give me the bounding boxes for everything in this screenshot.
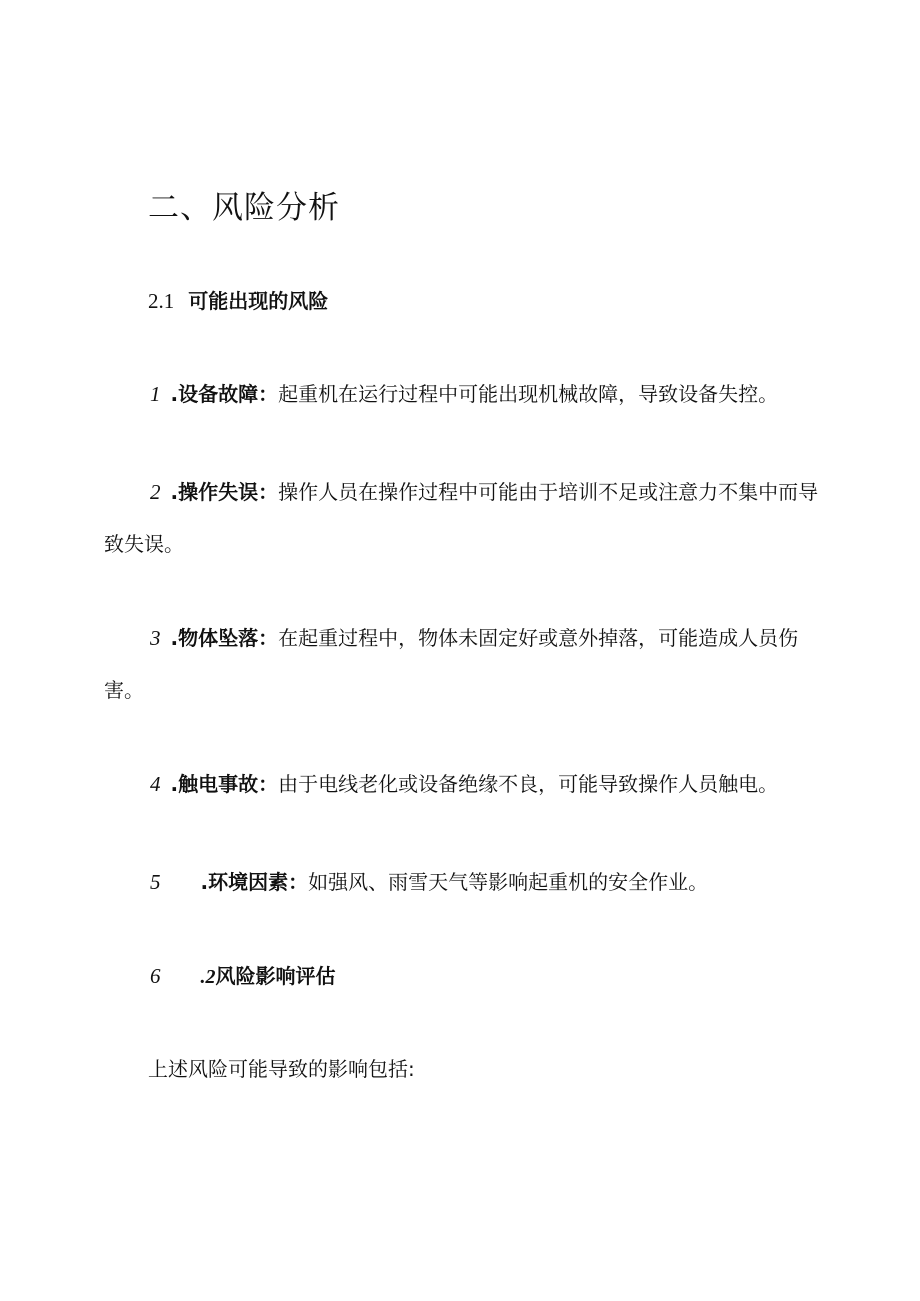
risk-number: 5 [150, 870, 161, 894]
risk-description: 操作人员在操作过程中可能由于培训不足或注意力不集中而导致失误。 [104, 480, 819, 556]
risk-term: 设备故障 [178, 382, 259, 406]
risk-term: 触电事故 [178, 772, 259, 796]
risk-item-5 [104, 856, 820, 908]
risk-description: 起重机在运行过程中可能出现机械故障，导致设备失控。 [278, 382, 779, 406]
risk-separator: . [170, 382, 179, 406]
risk-colon: ： [258, 626, 279, 650]
section-heading: 二、风险分析 [148, 190, 340, 226]
risk-item-1 [104, 368, 820, 420]
risk-number: 4 [150, 772, 161, 796]
item6-separator: .2 [200, 966, 216, 988]
subsection-heading [148, 285, 328, 314]
risk-colon: ： [258, 480, 279, 504]
risk-description: 在起重过程中，物体未固定好或意外掉落，可能造成人员伤害。 [104, 626, 799, 702]
risk-number: 1 [150, 382, 161, 406]
risk-item-2 [104, 466, 820, 570]
risk-colon: ： [258, 772, 279, 796]
risk-number: 2 [150, 480, 161, 504]
risk-colon: ： [258, 382, 279, 406]
risk-term: 操作失误 [178, 480, 259, 504]
risk-separator: . [200, 870, 209, 894]
risk-item-3 [104, 612, 820, 716]
item6-number: 6 [150, 964, 161, 988]
risk-separator: . [170, 772, 179, 796]
risk-description: 由于电线老化或设备绝缘不良，可能导致操作人员触电。 [278, 772, 779, 796]
risk-colon: ： [288, 870, 309, 894]
subsection-2-2-heading [150, 950, 336, 1003]
subsection-number: 2.1 [148, 289, 175, 313]
risk-number: 3 [150, 626, 161, 650]
risk-item-4 [104, 758, 820, 810]
intro-paragraph: 上述风险可能导致的影响包括: [148, 1057, 415, 1081]
item6-title: 风险影响评估 [215, 964, 336, 988]
risk-description: 如强风、雨雪天气等影响起重机的安全作业。 [308, 870, 709, 894]
risk-term: 物体坠落 [178, 626, 259, 650]
risk-term: 环境因素 [208, 870, 289, 894]
risk-separator: . [170, 626, 179, 650]
risk-separator: . [170, 480, 179, 504]
subsection-title: 可能出现的风险 [188, 289, 329, 313]
